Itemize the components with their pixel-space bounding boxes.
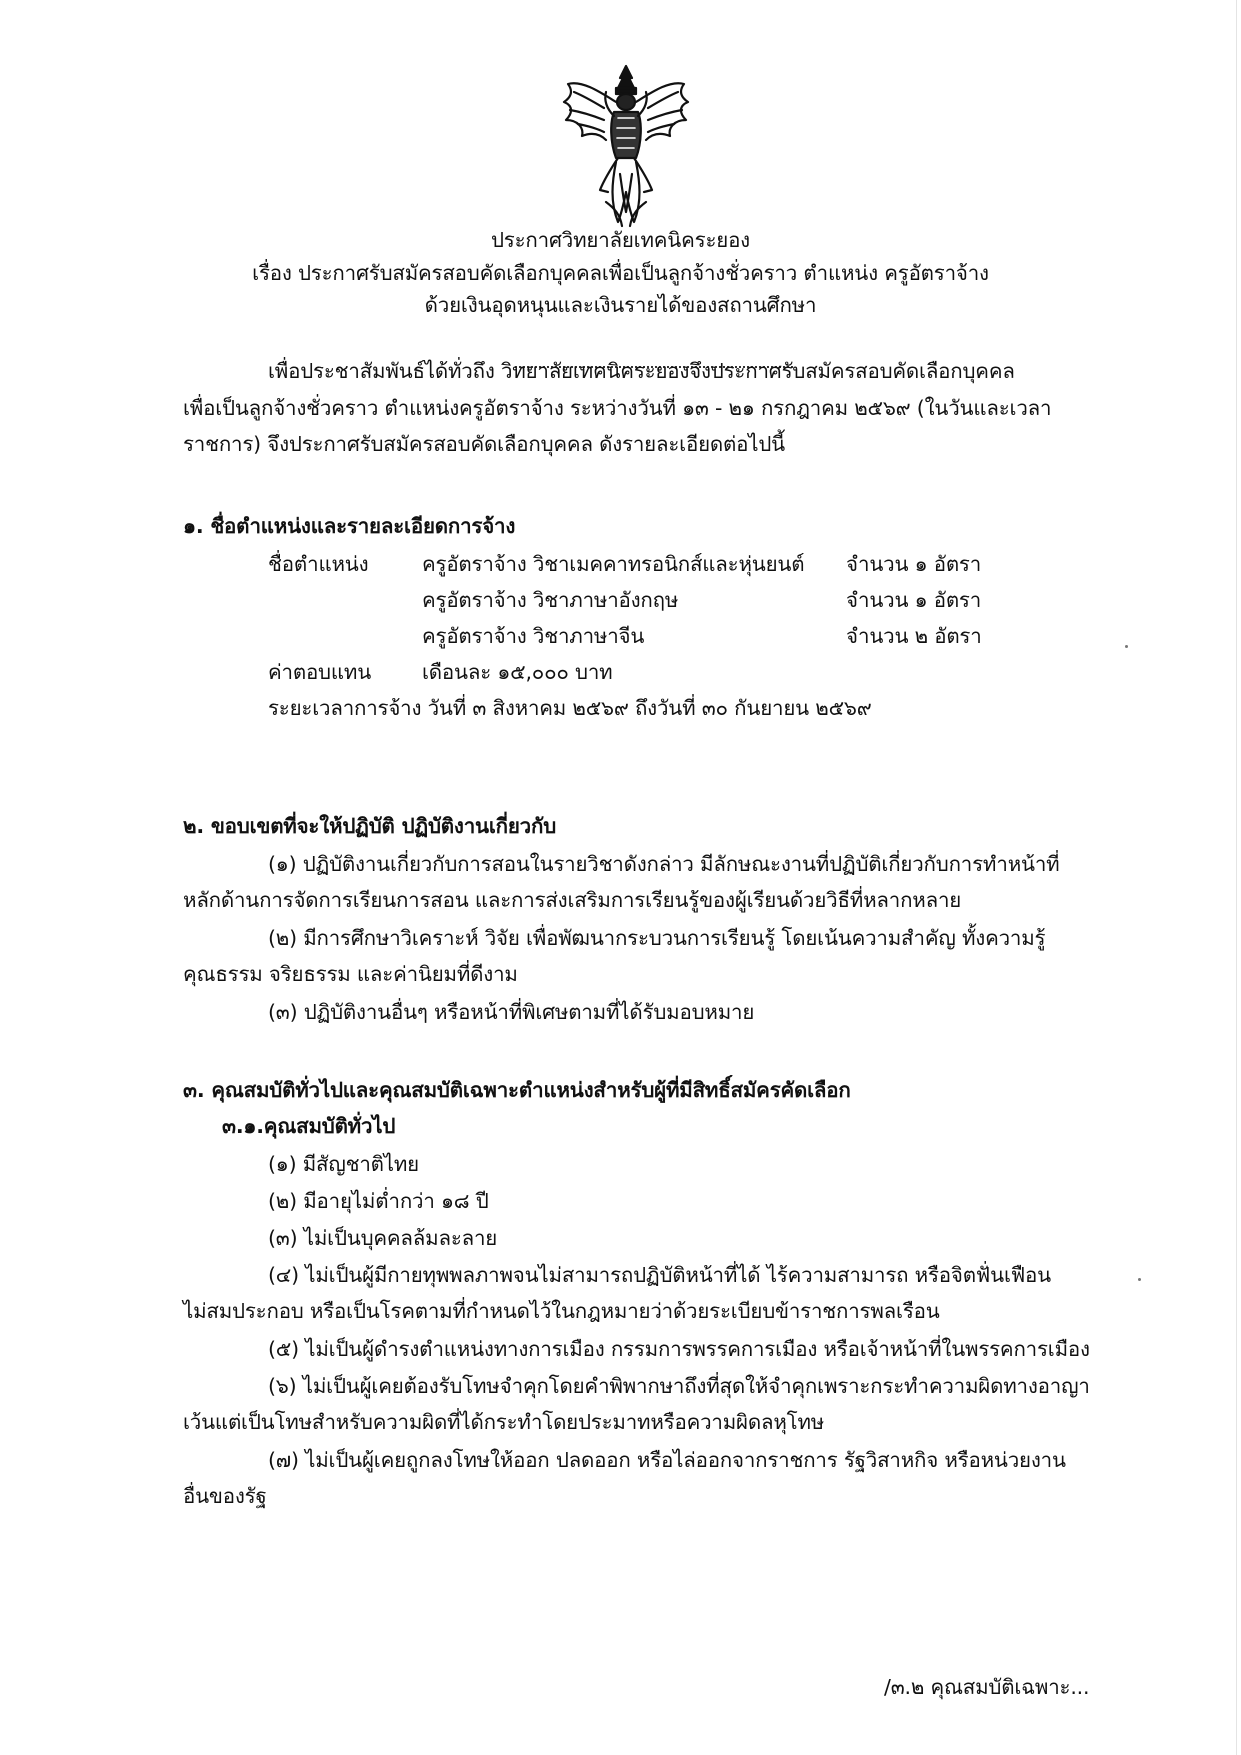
duty-item-continued: หลักด้านการจัดการเรียนการสอน และการส่งเสริมการเรียนรู้ของผู้เรียนด้วยวิธีที่หลากหลาย xyxy=(183,888,962,912)
qualification-item: (๒) มีอายุไม่ต่ำกว่า ๑๘ ปี xyxy=(268,1189,489,1213)
position-title: ครูอัตราจ้าง วิชาภาษาอังกฤษ xyxy=(422,588,679,612)
intro-line-3: ราชการ) จึงประกาศรับสมัครสอบคัดเลือกบุคคล ดังรายละเอียดต่อไปนี้ xyxy=(183,432,785,456)
document-title: ประกาศวิทยาลัยเทคนิคระยอง xyxy=(490,228,750,252)
qualification-item: (๑) มีสัญชาติไทย xyxy=(268,1152,419,1176)
qualification-item-continued: ไม่สมประกอบ หรือเป็นโรคตามที่กำหนดไว้ในกฎหมายว่าด้วยระเบียบข้าราชการพลเรือน xyxy=(183,1299,940,1323)
qualification-item: (๕) ไม่เป็นผู้ดำรงตำแหน่งทางการเมือง กรรมการพรรคการเมือง หรือเจ้าหน้าที่ในพรรคการเมือง xyxy=(268,1337,1090,1361)
intro-line-1: เพื่อประชาสัมพันธ์ได้ทั่วถึง วิทยาลัยเทคนิคระยองจึงประกาศรับสมัครสอบคัดเลือกบุคคล xyxy=(268,359,1015,383)
position-count: จำนวน ๒ อัตรา xyxy=(846,624,982,648)
pay-value: เดือนละ ๑๕,๐๐๐ บาท xyxy=(422,660,613,684)
section-2-heading: ๒. ขอบเขตที่จะให้ปฏิบัติ ปฏิบัติงานเกี่ยวกับ xyxy=(183,814,557,838)
pay-label: ค่าตอบแทน xyxy=(268,660,372,684)
continuation-note: /๓.๒ คุณสมบัติเฉพาะ... xyxy=(884,1675,1090,1699)
qualification-item: (๔) ไม่เป็นผู้มีกายทุพพลภาพจนไม่สามารถปฏิบัติหน้าที่ได้ ไร้ความสามารถ หรือจิตฟั่นเฟือน xyxy=(268,1263,1051,1287)
section-3-1-heading: ๓.๑.คุณสมบัติทั่วไป xyxy=(222,1114,396,1138)
qualification-item-continued: เว้นแต่เป็นโทษสำหรับความผิดที่ได้กระทำโดยประมาทหรือความผิดลหุโทษ xyxy=(183,1410,825,1434)
qualification-item: (๓) ไม่เป็นบุคคลล้มละลาย xyxy=(268,1226,498,1250)
qualification-item-continued: อื่นของรัฐ xyxy=(183,1484,267,1508)
section-3-heading: ๓. คุณสมบัติทั่วไปและคุณสมบัติเฉพาะตำแหน่งสำหรับผู้ที่มีสิทธิ์สมัครคัดเลือก xyxy=(183,1078,851,1102)
qualification-item: (๖) ไม่เป็นผู้เคยต้องรับโทษจำคุกโดยคำพิพากษาถึงที่สุดให้จำคุกเพราะกระทำความผิดทางอาญา xyxy=(268,1374,1090,1398)
subject-line-2: ด้วยเงินอุดหนุนและเงินรายได้ของสถานศึกษา xyxy=(424,293,817,317)
garuda-emblem xyxy=(560,62,692,230)
position-title: ครูอัตราจ้าง วิชาเมคคาทรอนิกส์และหุ่นยนต์ xyxy=(422,552,805,576)
position-count: จำนวน ๑ อัตรา xyxy=(846,552,982,576)
section-1-heading: ๑. ชื่อตำแหน่งและรายละเอียดการจ้าง xyxy=(183,514,516,538)
qualification-item: (๗) ไม่เป็นผู้เคยถูกลงโทษให้ออก ปลดออก หรือไล่ออกจากราชการ รัฐวิสาหกิจ หรือหน่วยงาน xyxy=(268,1448,1066,1472)
intro-line-2: เพื่อเป็นลูกจ้างชั่วคราว ตำแหน่งครูอัตราจ้าง ระหว่างวันที่ ๑๓ - ๒๑ กรกฎาคม ๒๕๖๙ (ในวันและเวลา xyxy=(183,396,1052,420)
duty-item: (๓) ปฏิบัติงานอื่นๆ หรือหน้าที่พิเศษตามที่ได้รับมอบหมาย xyxy=(268,1000,755,1024)
duty-item: (๑) ปฏิบัติงานเกี่ยวกับการสอนในรายวิชาดังกล่าว มีลักษณะงานที่ปฏิบัติเกี่ยวกับการทำหน้าที่ xyxy=(268,852,1060,876)
scan-speck xyxy=(1138,1278,1141,1281)
subject-line-1: เรื่อง ประกาศรับสมัครสอบคัดเลือกบุคคลเพื่อเป็นลูกจ้างชั่วคราว ตำแหน่ง ครูอัตราจ้าง xyxy=(252,261,989,285)
position-count: จำนวน ๑ อัตรา xyxy=(846,588,982,612)
employment-period: ระยะเวลาการจ้าง วันที่ ๓ สิงหาคม ๒๕๖๙ ถึงวันที่ ๓๐ กันยายน ๒๕๖๙ xyxy=(268,696,872,720)
scan-speck xyxy=(1125,645,1128,648)
duty-item-continued: คุณธรรม จริยธรรม และค่านิยมที่ดีงาม xyxy=(183,962,518,986)
position-label: ชื่อตำแหน่ง xyxy=(268,552,369,576)
position-title: ครูอัตราจ้าง วิชาภาษาจีน xyxy=(422,624,645,648)
duty-item: (๒) มีการศึกษาวิเคราะห์ วิจัย เพื่อพัฒนากระบวนการเรียนรู้ โดยเน้นความสำคัญ ทั้งความรู้ xyxy=(268,926,1046,950)
scan-edge xyxy=(1236,0,1237,1755)
